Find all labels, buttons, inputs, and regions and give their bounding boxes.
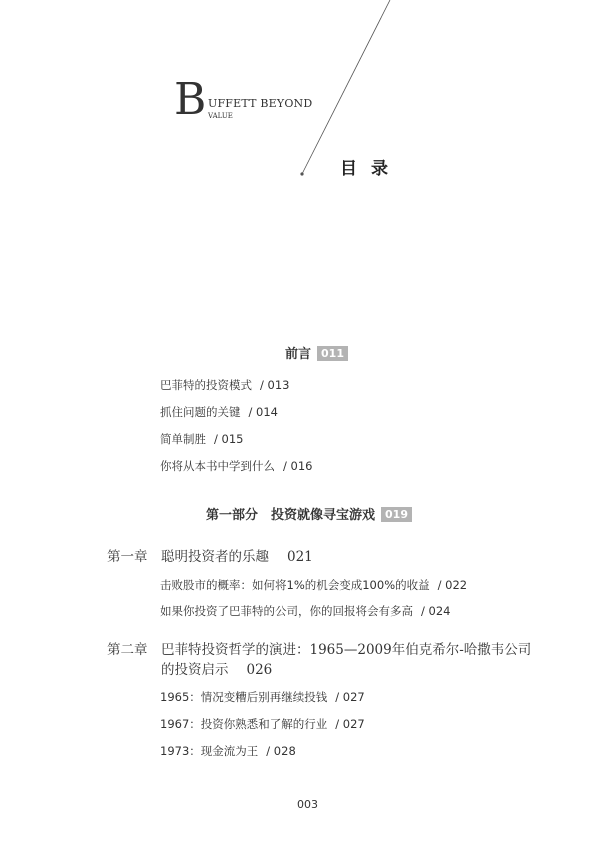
chapter2-page: 026 (246, 662, 273, 678)
preface-page-badge: 011 (317, 346, 348, 361)
logo-title-line2: VALUE (208, 112, 233, 120)
chapter1-title: 聪明投资者的乐趣 (161, 549, 269, 565)
toc-entry[interactable] (160, 578, 467, 592)
entry-page: / 015 (214, 432, 244, 446)
entry-page: / 016 (283, 459, 313, 473)
page-number: 003 (297, 798, 318, 811)
part1-heading (206, 507, 412, 524)
entry-page: / 027 (335, 717, 365, 731)
chapter2-heading-cont[interactable] (161, 661, 272, 679)
toc-entry[interactable] (160, 432, 243, 446)
entry-label: 1965：情况变糟后别再继续投钱 (160, 690, 328, 704)
part1-page-badge: 019 (381, 507, 412, 522)
entry-label: 抓住问题的关键 (160, 405, 241, 419)
entry-label: 击败股市的概率：如何将1%的机会变成100%的收益 (160, 578, 430, 592)
toc-entry[interactable] (160, 459, 312, 473)
preface-title: 前言 (285, 347, 312, 362)
chapter1-heading[interactable] (107, 548, 313, 566)
entry-page: / 028 (266, 744, 296, 758)
toc-entry[interactable] (160, 744, 296, 758)
toc-entry[interactable] (160, 378, 289, 392)
toc-entry[interactable] (160, 604, 450, 618)
entry-page: / 014 (248, 405, 278, 419)
toc-entry[interactable] (160, 405, 278, 419)
entry-label: 1973：现金流为王 (160, 744, 259, 758)
toc-title: 目录 (340, 159, 402, 179)
preface-heading (285, 346, 348, 363)
entry-label: 简单制胜 (160, 432, 206, 446)
chapter2-title-line2: 的投资启示 (161, 662, 229, 678)
chapter1-label: 第一章 (107, 549, 148, 565)
logo-initial: B (174, 74, 207, 125)
part1-title: 第一部分 投资就像寻宝游戏 (206, 508, 376, 523)
entry-page: / 013 (260, 378, 290, 392)
toc-entry[interactable] (160, 690, 365, 704)
chapter2-heading[interactable] (107, 641, 531, 659)
entry-page: / 027 (335, 690, 365, 704)
entry-label: 巴菲特的投资模式 (160, 378, 252, 392)
entry-label: 你将从本书中学到什么 (160, 459, 275, 473)
chapter1-page: 021 (287, 549, 313, 565)
logo-title-line1: UFFETT BEYOND (208, 97, 313, 110)
chapter2-title-line1: 巴菲特投资哲学的演进：1965—2009年伯克希尔-哈撒韦公司 (161, 642, 532, 658)
entry-label: 1967：投资你熟悉和了解的行业 (160, 717, 328, 731)
entry-page: / 022 (437, 578, 468, 592)
chapter2-label: 第二章 (107, 642, 148, 658)
entry-label: 如果你投资了巴菲特的公司，你的回报将会有多高 (160, 604, 413, 618)
entry-page: / 024 (421, 604, 451, 618)
toc-entry[interactable] (160, 717, 365, 731)
